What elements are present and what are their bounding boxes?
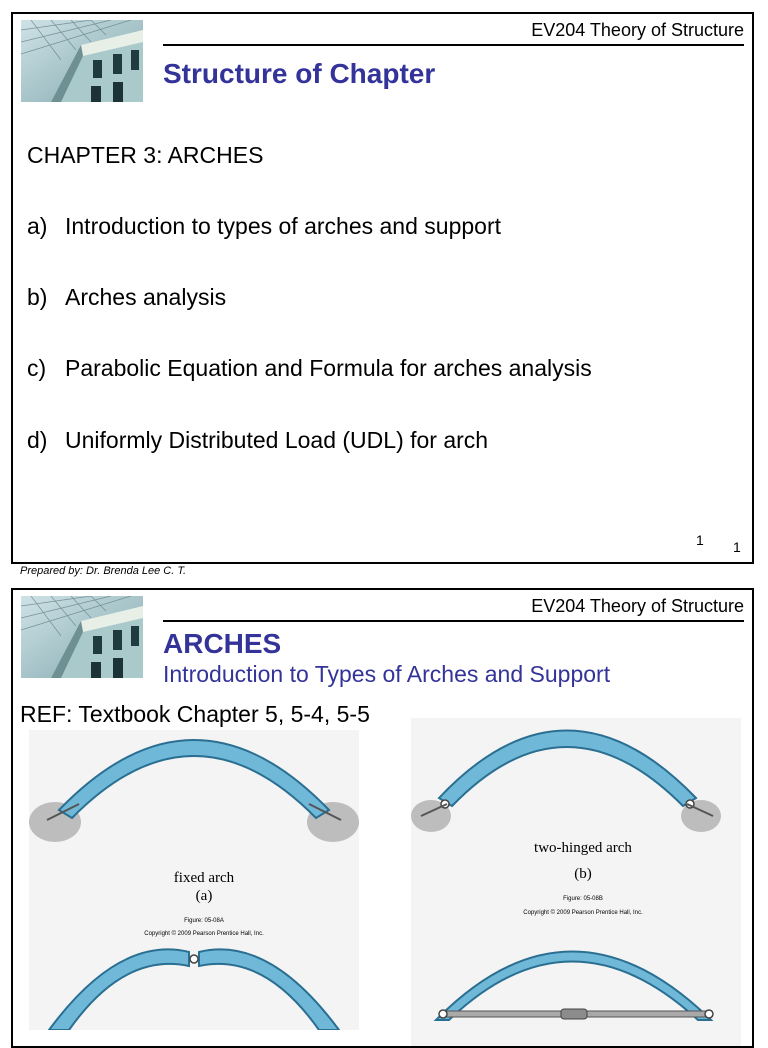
fig-a-label: (a) — [195, 888, 213, 904]
tied-right-hinge-icon — [705, 1010, 713, 1018]
list-item — [27, 213, 501, 240]
item-label: a) — [27, 213, 48, 239]
header-rule — [163, 620, 744, 622]
slide-1 — [11, 12, 754, 564]
slide-title: ARCHES — [163, 628, 282, 659]
header-rule — [163, 44, 744, 46]
list-item — [27, 355, 592, 382]
item-label: b) — [27, 284, 48, 310]
item-label: c) — [27, 355, 47, 381]
list-item — [27, 284, 226, 311]
fig-b-figure-number: Figure: 05-08B — [563, 896, 603, 902]
item-text: Introduction to types of arches and support — [65, 213, 501, 239]
slide-subtitle: Introduction to Types of Arches and Support — [163, 661, 611, 687]
tied-left-hinge-icon — [439, 1010, 447, 1018]
print-page-number: 1 — [733, 539, 741, 555]
course-title: EV204 Theory of Structure — [531, 596, 744, 616]
two-hinged-arch-figure — [411, 718, 741, 1048]
turnbuckle-icon — [561, 1009, 587, 1019]
item-text: Uniformly Distributed Load (UDL) for arch — [65, 427, 489, 453]
chapter-heading: CHAPTER 3: ARCHES — [27, 142, 264, 168]
fig-a-figure-number: Figure: 05-08A — [184, 918, 224, 924]
list-item — [27, 427, 488, 454]
building-atrium-thumbnail — [21, 596, 143, 678]
slide-2 — [11, 588, 754, 1048]
building-atrium-thumbnail — [21, 20, 143, 102]
crown-hinge-icon — [190, 955, 198, 963]
fig-b-name: two-hinged arch — [534, 840, 632, 856]
item-text: Parabolic Equation and Formula for arches analysis — [65, 355, 592, 381]
item-text: Arches analysis — [65, 284, 227, 310]
course-title: EV204 Theory of Structure — [531, 20, 744, 40]
slide-title: Structure of Chapter — [163, 58, 436, 89]
fig-a-name: fixed arch — [173, 870, 235, 886]
slide-page-number: 1 — [696, 532, 704, 548]
fig-b-copyright: Copyright © 2009 Pearson Prentice Hall, Inc. — [523, 910, 643, 916]
reference-text: REF: Textbook Chapter 5, 5-4, 5-5 — [20, 701, 370, 727]
item-label: d) — [27, 427, 48, 453]
fig-a-copyright: Copyright © 2009 Pearson Prentice Hall, Inc. — [144, 931, 264, 937]
prepared-by: Prepared by: Dr. Brenda Lee C. T. — [20, 565, 187, 577]
fixed-arch-figure — [29, 730, 359, 1030]
fig-b-label: (b) — [574, 866, 592, 882]
